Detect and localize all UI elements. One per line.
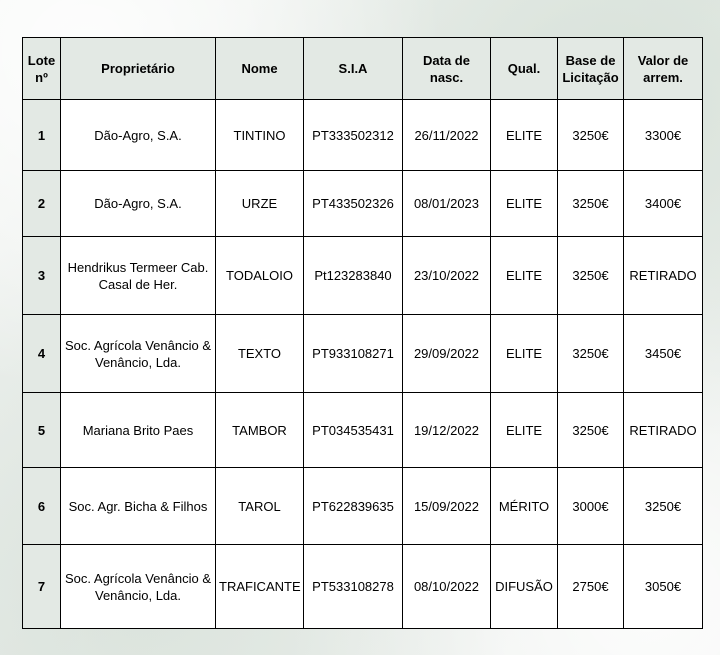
cell-nome: TAROL — [216, 468, 304, 545]
header-base-licitacao: Base de Licitação — [558, 38, 624, 100]
cell-proprietario: Soc. Agrícola Venâncio & Venâncio, Lda. — [61, 315, 216, 393]
cell-data-nasc: 08/01/2023 — [403, 171, 491, 237]
cell-base-licitacao: 3250€ — [558, 393, 624, 468]
cell-sia: PT333502312 — [304, 100, 403, 171]
header-lote: Lote nº — [23, 38, 61, 100]
table-row — [23, 100, 703, 171]
table-row — [23, 171, 703, 237]
header-proprietario: Proprietário — [61, 38, 216, 100]
header-sia: S.I.A — [304, 38, 403, 100]
table-row — [23, 315, 703, 393]
cell-lote: 4 — [23, 315, 61, 393]
cell-data-nasc: 29/09/2022 — [403, 315, 491, 393]
cell-base-licitacao: 3250€ — [558, 171, 624, 237]
cell-data-nasc: 19/12/2022 — [403, 393, 491, 468]
cell-lote: 5 — [23, 393, 61, 468]
auction-lots-table — [22, 37, 703, 629]
header-qual: Qual. — [491, 38, 558, 100]
cell-lote: 7 — [23, 545, 61, 629]
cell-qual: DIFUSÃO — [491, 545, 558, 629]
table-row — [23, 468, 703, 545]
table-row — [23, 393, 703, 468]
cell-valor-arrem: 3450€ — [624, 315, 703, 393]
cell-base-licitacao: 3000€ — [558, 468, 624, 545]
cell-nome: TINTINO — [216, 100, 304, 171]
cell-lote: 6 — [23, 468, 61, 545]
cell-lote: 2 — [23, 171, 61, 237]
cell-nome: TAMBOR — [216, 393, 304, 468]
header-data-nasc: Data de nasc. — [403, 38, 491, 100]
cell-qual: ELITE — [491, 237, 558, 315]
header-nome: Nome — [216, 38, 304, 100]
cell-proprietario: Hendrikus Termeer Cab. Casal de Her. — [61, 237, 216, 315]
cell-sia: PT933108271 — [304, 315, 403, 393]
cell-nome: TODALOIO — [216, 237, 304, 315]
cell-valor-arrem: 3250€ — [624, 468, 703, 545]
cell-proprietario: Dão-Agro, S.A. — [61, 100, 216, 171]
cell-qual: ELITE — [491, 393, 558, 468]
cell-data-nasc: 15/09/2022 — [403, 468, 491, 545]
cell-qual: ELITE — [491, 100, 558, 171]
cell-sia: PT433502326 — [304, 171, 403, 237]
table-row — [23, 237, 703, 315]
cell-data-nasc: 08/10/2022 — [403, 545, 491, 629]
cell-proprietario: Soc. Agrícola Venâncio & Venâncio, Lda. — [61, 545, 216, 629]
cell-sia: PT034535431 — [304, 393, 403, 468]
header-valor-arrem: Valor de arrem. — [624, 38, 703, 100]
cell-qual: ELITE — [491, 171, 558, 237]
cell-sia: PT533108278 — [304, 545, 403, 629]
cell-valor-arrem: RETIRADO — [624, 393, 703, 468]
cell-base-licitacao: 3250€ — [558, 315, 624, 393]
cell-nome: URZE — [216, 171, 304, 237]
cell-nome: TEXTO — [216, 315, 304, 393]
cell-valor-arrem: 3400€ — [624, 171, 703, 237]
cell-valor-arrem: 3300€ — [624, 100, 703, 171]
cell-sia: Pt123283840 — [304, 237, 403, 315]
cell-base-licitacao: 3250€ — [558, 100, 624, 171]
cell-lote: 1 — [23, 100, 61, 171]
cell-proprietario: Dão-Agro, S.A. — [61, 171, 216, 237]
cell-data-nasc: 23/10/2022 — [403, 237, 491, 315]
cell-base-licitacao: 2750€ — [558, 545, 624, 629]
cell-lote: 3 — [23, 237, 61, 315]
cell-nome: TRAFICANTE — [216, 545, 304, 629]
cell-proprietario: Soc. Agr. Bicha & Filhos — [61, 468, 216, 545]
cell-sia: PT622839635 — [304, 468, 403, 545]
cell-qual: ELITE — [491, 315, 558, 393]
cell-data-nasc: 26/11/2022 — [403, 100, 491, 171]
header-row — [23, 38, 703, 100]
cell-base-licitacao: 3250€ — [558, 237, 624, 315]
table-row — [23, 545, 703, 629]
cell-valor-arrem: RETIRADO — [624, 237, 703, 315]
cell-proprietario: Mariana Brito Paes — [61, 393, 216, 468]
cell-qual: MÉRITO — [491, 468, 558, 545]
cell-valor-arrem: 3050€ — [624, 545, 703, 629]
